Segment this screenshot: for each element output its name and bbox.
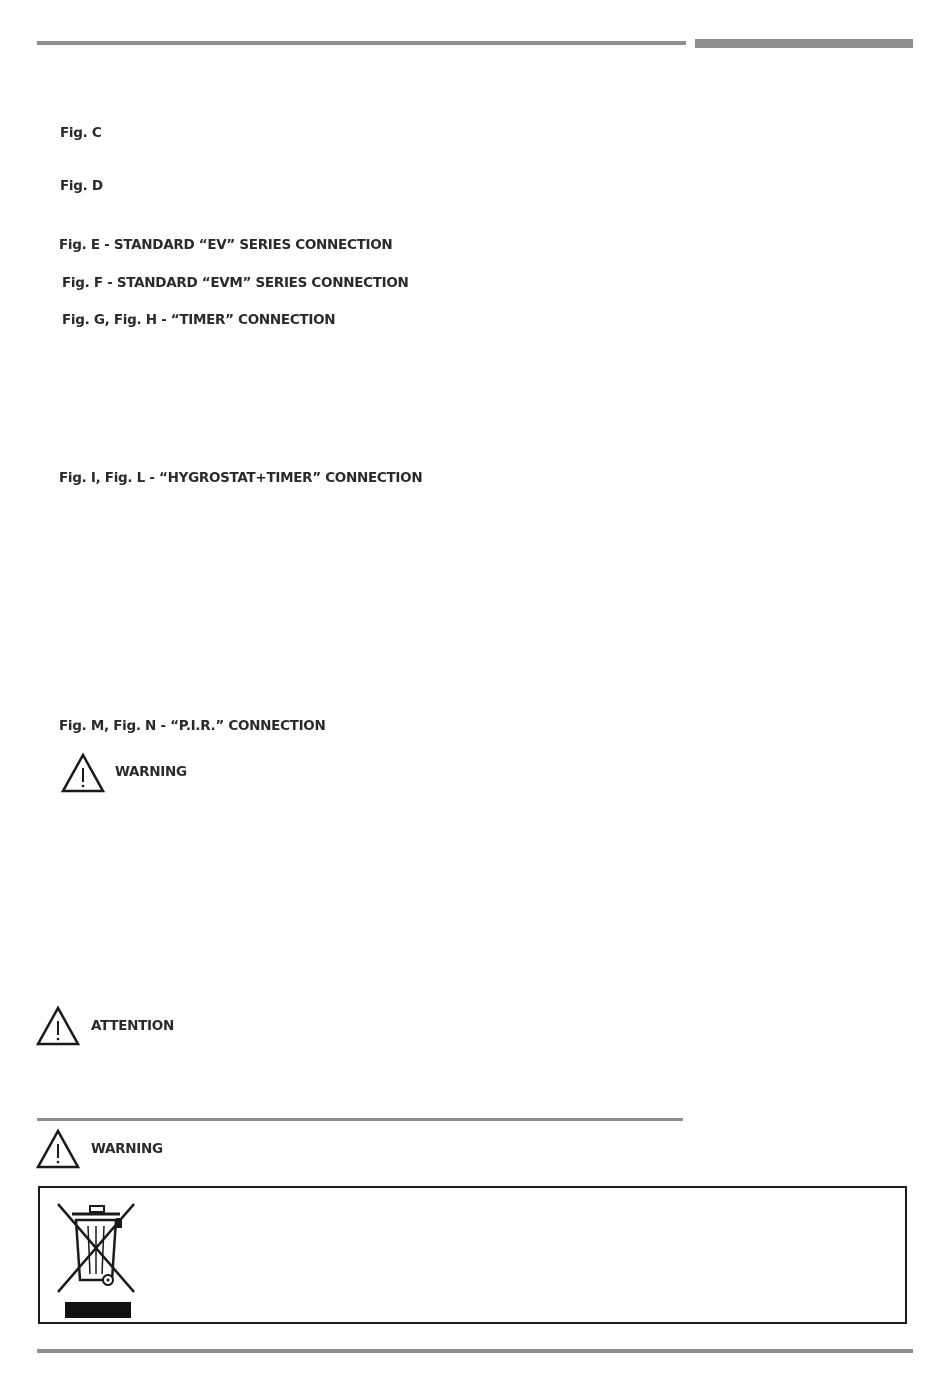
- weee-disposal-box: [38, 1186, 907, 1324]
- fig-gh-label: Fig. G, Fig. H - “TIMER” CONNECTION: [62, 312, 336, 328]
- fig-il-label: Fig. I, Fig. L - “HYGROSTAT+TIMER” CONNECTION: [59, 470, 423, 486]
- warning-label-2: WARNING: [91, 1141, 163, 1157]
- crossed-out-bin-icon: [54, 1200, 144, 1296]
- warning-triangle-icon: [36, 1005, 80, 1047]
- weee-bar: [65, 1302, 131, 1318]
- warning-triangle-icon: [61, 752, 105, 794]
- header-rule-right: [695, 39, 913, 48]
- warning-label: WARNING: [115, 764, 187, 780]
- fig-d-label: Fig. D: [60, 178, 103, 194]
- header-rule-left: [37, 41, 686, 45]
- fig-f-label: Fig. F - STANDARD “EVM” SERIES CONNECTION: [62, 275, 409, 291]
- footer-rule: [37, 1349, 913, 1353]
- attention-label: ATTENTION: [91, 1018, 174, 1034]
- fig-c-label: Fig. C: [60, 125, 102, 141]
- warning-triangle-icon: [36, 1128, 80, 1170]
- fig-e-label: Fig. E - STANDARD “EV” SERIES CONNECTION: [59, 237, 393, 253]
- fig-mn-label: Fig. M, Fig. N - “P.I.R.” CONNECTION: [59, 718, 326, 734]
- section-rule: [37, 1118, 683, 1121]
